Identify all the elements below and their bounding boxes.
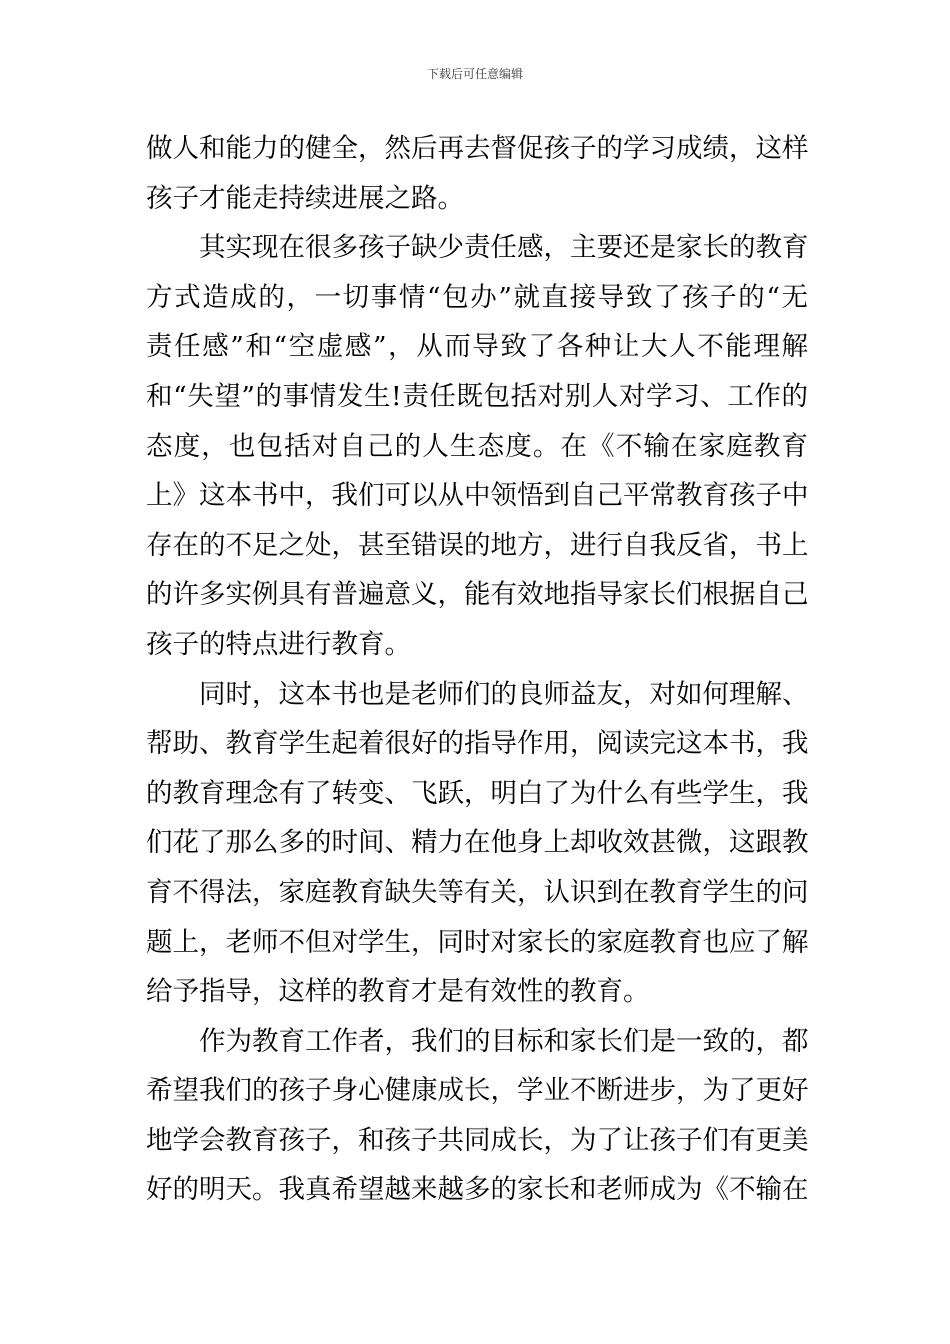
text-line: 孩子的特点进行教育。 [146, 628, 411, 660]
text-line: 责任感”和“空虚感”，从而导致了各种让大人不能理解 [146, 331, 808, 363]
text-line: 们花了那么多的时间、精力在他身上却收效甚微，这跟教 [146, 827, 809, 859]
text-line: 孩子才能走持续进展之路。 [146, 182, 464, 214]
text-line: 其实现在很多孩子缺少责任感，主要还是家长的教育 [199, 232, 809, 264]
text-line: 和“失望”的事情发生!责任既包括对别人对学习、工作的 [146, 380, 808, 412]
text-line: 给予指导，这样的教育才是有效性的教育。 [146, 976, 650, 1008]
text-line: 帮助、教育学生起着很好的指导作用，阅读完这本书，我 [146, 728, 809, 760]
text-line: 地学会教育孩子，和孩子共同成长，为了让孩子们有更美 [146, 1124, 809, 1156]
text-line: 态度，也包括对自己的人生态度。在《不输在家庭教育 [146, 430, 808, 462]
text-line: 育不得法，家庭教育缺失等有关，认识到在教育学生的问 [146, 876, 809, 908]
text-line: 希望我们的孩子身心健康成长，学业不断进步，为了更好 [146, 1075, 809, 1107]
text-line: 存在的不足之处，甚至错误的地方，进行自我反省，书上 [146, 529, 809, 561]
text-line: 的教育理念有了转变、飞跃，明白了为什么有些学生，我 [146, 777, 809, 809]
page-header: 下载后可任意编辑 [426, 67, 523, 81]
text-line: 方式造成的，一切事情“包办”就直接导致了孩子的“无 [146, 281, 808, 313]
text-line: 题上，老师不但对学生，同时对家长的家庭教育也应了解 [146, 926, 809, 958]
text-line: 上》这本书中，我们可以从中领悟到自己平常教育孩子中 [146, 480, 809, 512]
document-body [146, 124, 808, 1215]
text-line: 同时，这本书也是老师们的良师益友，对如何理解、 [199, 678, 809, 710]
text-line: 的许多实例具有普遍意义，能有效地指导家长们根据自己 [146, 579, 809, 611]
text-line: 好的明天。我真希望越来越多的家长和老师成为《不输在 [146, 1174, 809, 1206]
text-line: 作为教育工作者，我们的目标和家长们是一致的，都 [199, 1025, 809, 1057]
text-line: 做人和能力的健全，然后再去督促孩子的学习成绩，这样 [146, 133, 809, 164]
